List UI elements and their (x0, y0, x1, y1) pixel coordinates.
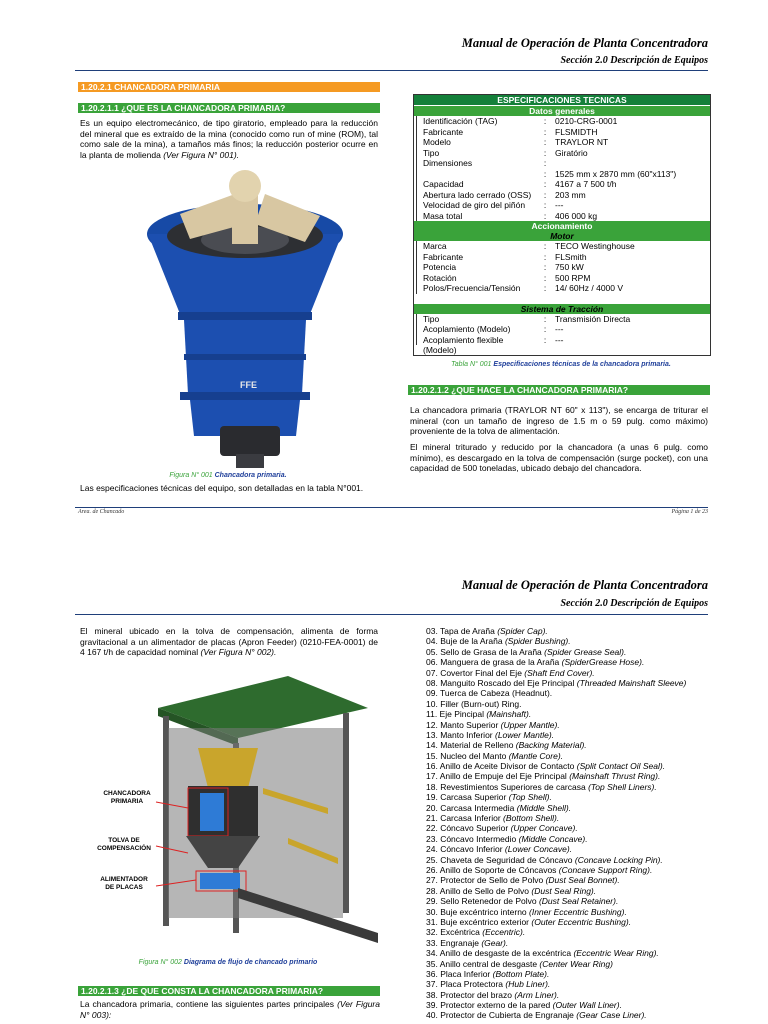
list-item (426, 875, 726, 885)
list-item-number: 40. (426, 1010, 441, 1021)
spec-separator: : (543, 147, 547, 158)
list-item (426, 699, 726, 709)
list-item-spanish: Manguito Roscado del Eje Principal (440, 677, 577, 688)
section-heading: 1.20.2.1 CHANCADORA PRIMARIA (78, 82, 380, 92)
list-item-english: (Lower Concave). (504, 844, 573, 855)
spec-traction-heading: Sistema de Tracción (414, 304, 710, 314)
list-item-english: (Spider Cap). (497, 626, 548, 636)
spec-table (413, 94, 711, 356)
spec-value: 4167 a 7 500 t/h (555, 179, 617, 189)
spec-row (414, 179, 710, 190)
list-item-english: (Gear). (481, 937, 509, 948)
figure-2-title: Diagrama de flujo de chancado primario (183, 959, 318, 966)
spec-motor-rows (414, 241, 710, 294)
footer-left: Area. de Chancado (78, 509, 125, 515)
list-item (426, 740, 726, 750)
list-item-english: (Outer Eccentric Bushing). (531, 916, 632, 927)
spec-row (414, 324, 710, 335)
spec-key: Capacidad (416, 179, 535, 190)
list-item (426, 761, 726, 771)
list-item-spanish: Covertor Final del Eje (440, 667, 525, 678)
footer-right: Página 1 de 23 (671, 509, 708, 515)
list-item-spanish: Nucleo del Manto (440, 750, 509, 761)
figure-reference: (Ver Figura N° 002). (200, 647, 277, 657)
list-item-english: (Middle Concave). (518, 833, 588, 844)
list-item-spanish: Protector de Sello de Polvo (440, 875, 546, 886)
list-item-spanish: Protector externo de la pared (440, 1000, 553, 1011)
list-item-english: (SpiderGrease Hose). (561, 657, 645, 668)
spec-separator: : (543, 251, 547, 262)
list-item (426, 886, 726, 896)
spec-separator: : (543, 262, 547, 272)
spec-traction-rows (414, 313, 710, 355)
spec-separator: : (543, 200, 547, 210)
list-item-english: (Shaft End Cover). (524, 667, 595, 678)
list-item-spanish: Sello de Grasa de la Araña (440, 646, 545, 657)
header-divider (75, 70, 708, 71)
parts-list (426, 626, 726, 1021)
list-item-number: 31. (426, 916, 441, 927)
table-1-caption (413, 361, 709, 368)
list-item-spanish: Carcasa Superior (440, 792, 509, 803)
list-item-spanish: Cóncavo Superior (440, 823, 511, 834)
list-item-english: (Lower Mantle). (495, 729, 555, 740)
list-item (426, 688, 726, 698)
spec-value: --- (555, 200, 564, 210)
spec-row (414, 262, 710, 273)
header-divider (75, 614, 708, 615)
intro-text (80, 626, 378, 658)
spec-key: Velocidad de giro del piñón (416, 200, 535, 211)
list-item-english: (Spider Grease Seal). (544, 646, 627, 657)
list-item (426, 668, 726, 678)
list-item-spanish: Cóncavo Intermedio (440, 833, 519, 844)
list-item (426, 626, 726, 636)
list-item-number: 38. (426, 989, 441, 1000)
list-item (426, 844, 726, 854)
figure-2-label: Figura N° 002 (138, 959, 182, 966)
list-item-spanish: Material de Relleno (440, 740, 516, 751)
list-item-english: (Center Wear Ring) (539, 958, 613, 969)
list-item-number: 07. (426, 667, 441, 678)
figure-1-title: Chancadora primaria. (214, 472, 287, 479)
list-item-number: 05. (426, 646, 441, 657)
list-item (426, 751, 726, 761)
spec-key: Tipo (416, 148, 535, 159)
figure-1-note: Las especificaciones técnicas del equipo, son detalladas en la tabla N°001. (80, 483, 364, 493)
list-item (426, 792, 726, 802)
question-heading-1: 1.20.2.1.1 ¿QUE ES LA CHANCADORA PRIMARIA? (78, 103, 380, 113)
spec-separator: : (543, 313, 547, 324)
list-item (426, 917, 726, 927)
figure-1-label: Figura N° 001 (169, 472, 213, 479)
list-item-spanish: Protector de Cubierta de Engranaje (440, 1010, 577, 1021)
spec-key: Abertura lado cerrado (OSS) (416, 190, 535, 201)
list-item (426, 855, 726, 865)
question-heading-3: 1.20.2.1.3 ¿DE QUE CONSTA LA CHANCADORA PRIMARIA? (78, 986, 380, 996)
list-item-spanish: Cóncavo Inferior (440, 844, 505, 855)
table-1-title: Especificaciones técnicas de la chancadora primaria. (493, 361, 671, 368)
list-item-spanish: Manto Superior (440, 719, 501, 730)
question-3-text (80, 999, 380, 1020)
list-item-spanish: Manguera de grasa de la Araña (440, 657, 562, 668)
list-item (426, 979, 726, 989)
spec-key: Identificación (TAG) (416, 116, 535, 127)
list-item-number: 03. (426, 626, 441, 636)
figure-1-caption (78, 472, 378, 479)
list-item (426, 803, 726, 813)
list-item-number: 30. (426, 906, 441, 917)
spec-row (414, 190, 710, 201)
list-item-english: (Dust Seal Bonnet). (545, 875, 620, 886)
list-item-english: (Bottom Shell). (503, 813, 560, 824)
spec-key: Masa total (416, 211, 535, 222)
list-item-number: 18. (426, 781, 441, 792)
list-item-number: 23. (426, 833, 441, 844)
spec-key: Tipo (416, 314, 535, 325)
list-item-english: (Upper Mantle). (500, 719, 560, 730)
spec-separator: : (543, 210, 547, 221)
question-1-body: Es un equipo electromecánico, de tipo giratorio, empleado para la reducción del mineral que es extraído de la mina (conocido como run of mine (ROM), tal como sale de la mina), a tamaños más finos; la reducción posterior ocurre en la planta de molienda (80, 118, 378, 160)
spec-row (414, 252, 710, 263)
spec-key: Acoplamiento flexible (Modelo) (416, 335, 535, 346)
list-item-spanish: Anillo de Sello de Polvo (439, 885, 532, 896)
spec-key: Modelo (416, 137, 535, 148)
list-item (426, 720, 726, 730)
list-item-spanish: Buje excéntrico exterior (440, 916, 532, 927)
list-item-english: (Outer Wall Liner). (552, 1000, 622, 1011)
list-item (426, 1010, 726, 1020)
list-item (426, 657, 726, 667)
list-item-english: (Mainshaft Thrust Ring). (569, 771, 661, 782)
spec-key: Fabricante (416, 252, 535, 263)
list-item-number: 25. (426, 854, 441, 865)
spec-separator: : (543, 126, 547, 137)
spec-row (414, 169, 710, 180)
list-item-english: (Concave Locking Pin). (574, 854, 663, 865)
question-1-text (80, 118, 378, 160)
spec-row (414, 273, 710, 284)
question-2-text-1: La chancadora primaria (TRAYLOR NT 60" x 113"), se encarga de triturar el mineral (con un tamaño de ingreso de 1.5 m o 59 pulg. como máximo) proveniente de la tolva de alimentación. (410, 405, 708, 436)
spec-separator: : (543, 189, 547, 200)
list-item-spanish: Manto Inferior (440, 729, 495, 740)
flow-diagram-illustration (88, 668, 378, 948)
spec-key: Acoplamiento (Modelo) (416, 324, 535, 335)
list-item-number: 26. (426, 864, 440, 875)
list-item-english: (Inner Eccentric Bushing). (529, 906, 627, 917)
list-item-spanish: Engranaje (440, 937, 482, 948)
list-item-number: 34. (426, 948, 440, 959)
spec-separator: : (543, 324, 547, 334)
question-2-text-2: El mineral triturado y reducido por la chancadora (a unas 6 pulg. como mínimo), es descargado en la tolva de compensación (surge pocket), con una capacidad de 500 toneladas, ubicado debajo del chancadora. (410, 442, 708, 473)
list-item-number: 27. (426, 875, 441, 886)
spec-value: 1525 mm x 2870 mm (60"x113") (555, 168, 677, 179)
list-item-number: 29. (426, 896, 441, 907)
spec-value: 500 RPM (555, 272, 591, 283)
list-item-spanish: Eje Pincipal (439, 709, 487, 720)
spec-separator: : (543, 179, 547, 189)
list-item-number: 22. (426, 823, 441, 834)
list-item-english: (Middle Shell). (516, 802, 572, 813)
list-item-number: 17. (426, 771, 440, 782)
list-item-number: 12. (426, 719, 441, 730)
list-item-spanish: Tuerca de Cabeza (Headnut). (440, 688, 553, 699)
question-3-body: La chancadora primaria, contiene las siguientes partes principales (80, 999, 334, 1009)
list-item-number: 15. (426, 750, 441, 761)
spec-value: --- (555, 334, 564, 345)
figure-reference: (Ver Figura N° 001). (163, 149, 240, 160)
list-item-spanish: Buje de la Araña (440, 636, 505, 647)
spec-row (414, 148, 710, 159)
spec-separator: : (543, 158, 547, 168)
list-item (426, 834, 726, 844)
spec-value: 203 mm (555, 189, 586, 200)
list-item-number: 21. (426, 813, 441, 824)
spec-separator: : (543, 116, 547, 126)
list-item-english: (Concave Support Ring). (558, 864, 653, 875)
spec-value: FLSMIDTH (555, 126, 598, 137)
spec-value: FLSmith (555, 251, 587, 262)
list-item (426, 1000, 726, 1010)
spec-value: 406 000 kg (555, 210, 598, 221)
list-item-number: 39. (426, 1000, 441, 1011)
list-item-english: (Dust Seal Ring). (531, 885, 597, 896)
figure-reference: (Ver Figura N° 003): (80, 999, 380, 1020)
list-item (426, 771, 726, 781)
list-item-english: (Bottom Plate). (492, 968, 550, 979)
list-item-english: (Mantle Core). (508, 750, 564, 761)
list-item (426, 969, 726, 979)
spec-separator: : (543, 334, 547, 345)
list-item-number: 08. (426, 677, 441, 688)
list-item (426, 647, 726, 657)
list-item (426, 865, 726, 875)
list-item-number: 20. (426, 802, 441, 813)
list-item-number: 06. (426, 657, 441, 668)
list-item-number: 09. (426, 688, 441, 699)
list-item-spanish: Protector del brazo (440, 989, 515, 1000)
spec-separator: : (543, 272, 547, 283)
spec-value: 14/ 60Hz / 4000 V (555, 283, 624, 293)
list-item-spanish: Placa Inferior (440, 968, 493, 979)
list-item-english: (Dust Seal Retainer). (538, 896, 619, 907)
list-item-number: 35. (426, 958, 440, 969)
list-item-number: 11. (426, 709, 440, 720)
list-item-english: (Backing Material). (515, 740, 587, 751)
spec-value: 750 kW (555, 262, 584, 272)
list-item (426, 927, 726, 937)
spec-value: --- (555, 324, 564, 334)
list-item-spanish: Revestimientos Superiores de carcasa (440, 781, 589, 792)
spec-row (414, 283, 710, 294)
list-item (426, 782, 726, 792)
list-item-number: 04. (426, 636, 441, 647)
list-item-english: (Mainshaft). (486, 709, 532, 720)
spec-key: Marca (416, 241, 535, 252)
spec-value: TRAYLOR NT (555, 137, 609, 147)
crusher-illustration (140, 164, 350, 470)
spec-separator: : (543, 283, 547, 293)
label-crusher: CHANCADORA PRIMARIA (103, 790, 151, 805)
list-item-english: (Threaded Mainshaft Sleeve) (576, 677, 687, 688)
list-item-spanish: Chaveta de Seguridad de Cóncavo (440, 854, 575, 865)
header-title: Manual de Operación de Planta Concentradora (461, 578, 708, 592)
spec-row (414, 334, 710, 355)
spec-separator: : (543, 137, 547, 147)
list-item-english: (Gear Case Liner). (576, 1010, 647, 1021)
spec-key: Potencia (416, 262, 535, 273)
list-item-spanish: Anillo de desgaste de la excéntrica (439, 948, 574, 959)
list-item (426, 938, 726, 948)
list-item-spanish: Tapa de Araña (440, 626, 498, 636)
spec-value: TECO Westinghouse (555, 241, 635, 251)
list-item-spanish: Carcasa Inferior (440, 813, 504, 824)
list-item-number: 14. (426, 740, 441, 751)
label-surge-bin: TOLVA DE COMPENSACIÓN (97, 837, 151, 852)
spec-value: 0210-CRG-0001 (555, 116, 618, 126)
crusher-brand-label: FFE (240, 380, 257, 390)
list-item-spanish: Excéntrica (440, 927, 483, 938)
spec-motor-heading: Motor (414, 231, 710, 241)
list-item-spanish: Anillo de Aceite Divisor de Contacto (439, 761, 577, 772)
list-item-english: (Top Shell). (508, 792, 552, 803)
page-gap (0, 520, 768, 566)
list-item-spanish: Placa Protectora (440, 979, 506, 990)
spec-separator: : (543, 168, 547, 179)
spec-separator: : (543, 241, 547, 251)
list-item-spanish: Anillo de Soporte de Cóncavos (439, 864, 559, 875)
list-item-number: 33. (426, 937, 441, 948)
list-item-spanish: Anillo de Empuje del Eje Principal (439, 771, 570, 782)
list-item-english: (Split Contact Oil Seal). (576, 761, 666, 772)
spec-title: ESPECIFICACIONES TECNICAS (414, 95, 710, 106)
spec-key (416, 169, 535, 180)
list-item (426, 907, 726, 917)
list-item-spanish: Anillo central de desgaste (439, 958, 540, 969)
figure-2-caption (78, 959, 378, 966)
header-title: Manual de Operación de Planta Concentradora (461, 36, 708, 50)
table-1-label: Tabla N° 001 (451, 361, 492, 368)
list-item-english: (Arm Liner). (514, 989, 560, 1000)
footer-divider (75, 507, 708, 508)
list-item-number: 32. (426, 927, 441, 938)
list-item-english: (Hub Liner). (505, 979, 551, 990)
header-subtitle: Sección 2.0 Descripción de Equipos (560, 598, 708, 609)
list-item-spanish: Sello Retenedor de Polvo (440, 896, 539, 907)
list-item-english: (Top Shell Liners). (588, 781, 657, 792)
list-item-english: (Upper Concave). (510, 823, 578, 834)
list-item (426, 709, 726, 719)
spec-general-rows (414, 116, 710, 221)
spec-key: Rotación (416, 273, 535, 284)
list-item-english: (Eccentric). (482, 927, 526, 938)
spec-general-heading: Datos generales (414, 106, 710, 116)
spec-drive-heading: Accionamiento (414, 221, 710, 231)
spec-row (414, 241, 710, 252)
list-item (426, 678, 726, 688)
list-item (426, 959, 726, 969)
list-item (426, 948, 726, 958)
spec-row (414, 116, 710, 127)
list-item-spanish: Filler (Burn-out) Ring. (440, 698, 522, 709)
spec-row (414, 200, 710, 211)
spec-key: Dimensiones (416, 158, 535, 169)
header-subtitle: Sección 2.0 Descripción de Equipos (560, 55, 708, 66)
list-item (426, 730, 726, 740)
list-item (426, 636, 726, 646)
list-item-english: (Eccentric Wear Ring). (573, 948, 659, 959)
list-item-number: 13. (426, 729, 441, 740)
list-item (426, 990, 726, 1000)
list-item-number: 28. (426, 885, 440, 896)
list-item-number: 10. (426, 698, 441, 709)
list-item-english: (Spider Bushing). (504, 636, 571, 647)
list-item-number: 37. (426, 979, 441, 990)
list-item-number: 36. (426, 968, 441, 979)
list-item-number: 19. (426, 792, 441, 803)
spec-key: Polos/Frecuencia/Tensión (416, 283, 535, 294)
spec-key: Fabricante (416, 127, 535, 138)
intro-body: El mineral ubicado en la tolva de compensación, alimenta de forma gravitacional a un alimentador de placas (Apron Feeder) (0210-FEA-0001) de 4 167 t/h de capacidad nominal (80, 626, 378, 657)
list-item (426, 896, 726, 906)
spec-row (414, 211, 710, 222)
question-heading-2: 1.20.2.1.2 ¿QUE HACE LA CHANCADORA PRIMARIA? (408, 385, 710, 395)
list-item-spanish: Buje excéntrico interno (440, 906, 530, 917)
list-item-number: 24. (426, 844, 441, 855)
spec-row (414, 314, 710, 325)
spec-value: Giratório (555, 147, 588, 158)
spec-value: Transmisión Directa (555, 313, 631, 324)
spec-value (555, 158, 710, 169)
list-item-number: 16. (426, 761, 440, 772)
list-item-spanish: Carcasa Intermedia (440, 802, 517, 813)
spec-row (414, 127, 710, 138)
list-item (426, 823, 726, 833)
list-item (426, 813, 726, 823)
spec-row (414, 158, 710, 169)
spec-row (414, 137, 710, 148)
label-apron-feeder: ALIMENTADOR DE PLACAS (100, 876, 148, 891)
